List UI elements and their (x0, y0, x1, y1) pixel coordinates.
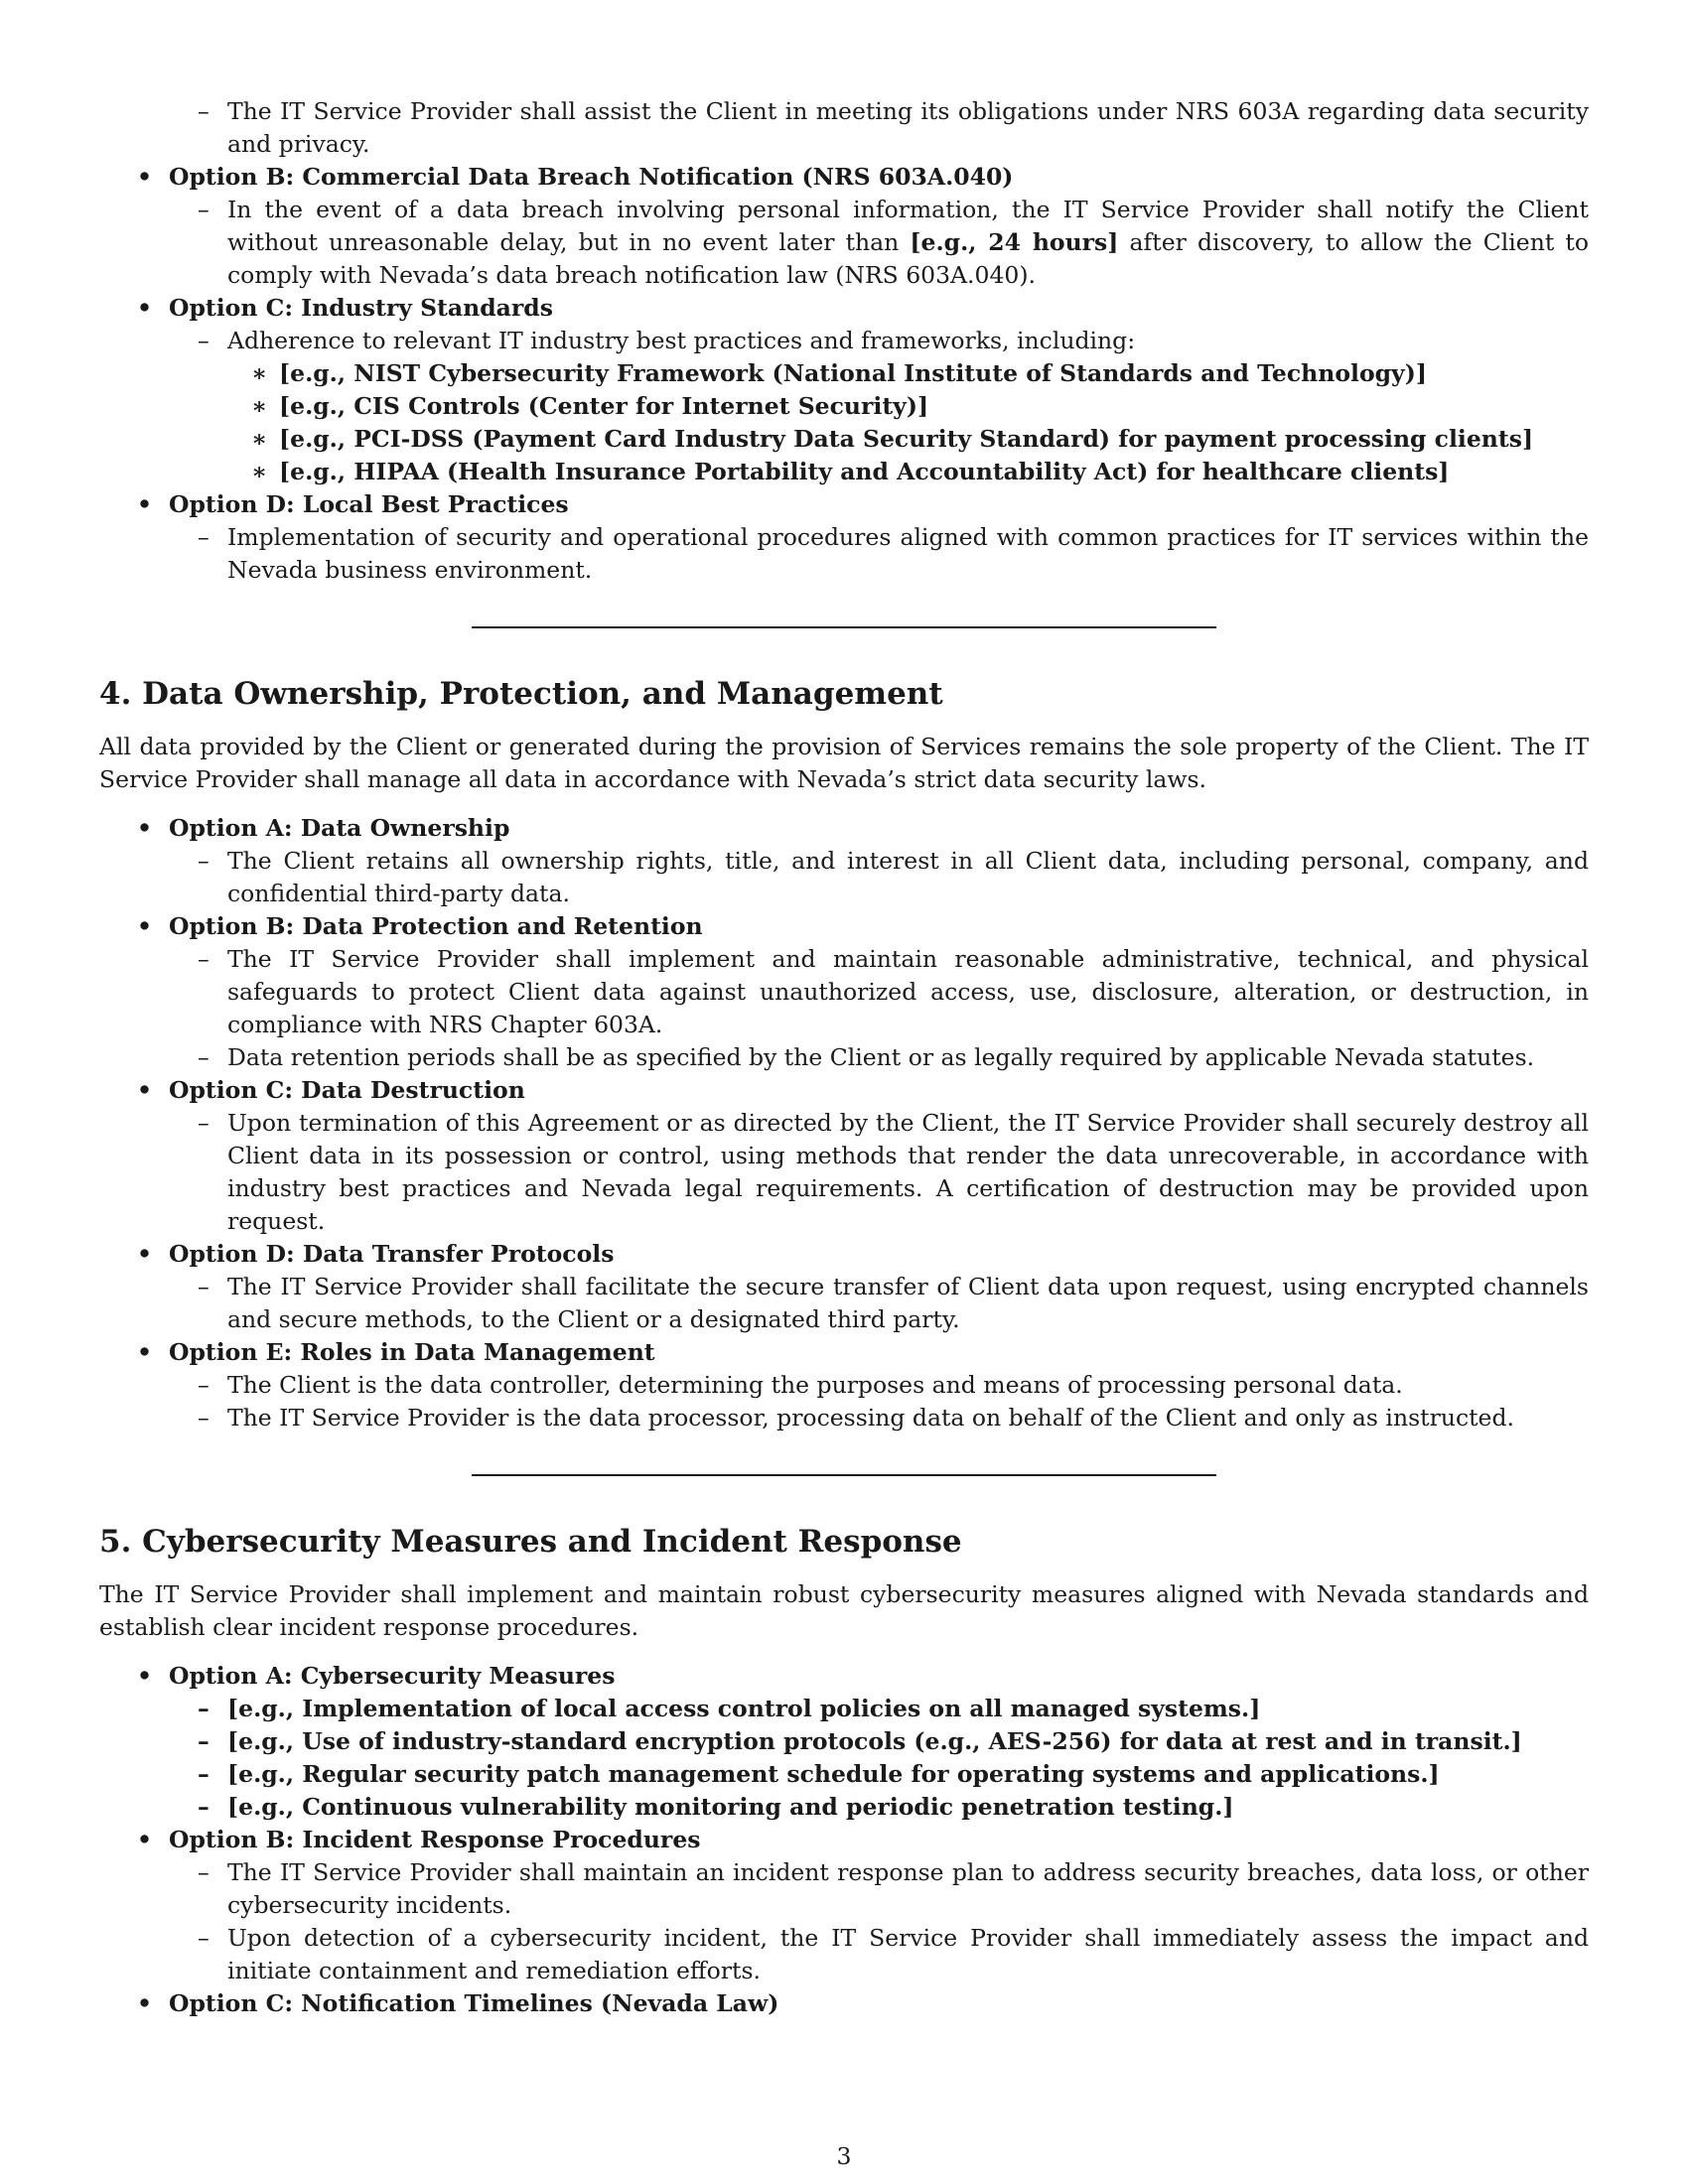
option-heading: • Option A: Cybersecurity Measures (99, 1660, 1589, 1693)
option-heading: • Option A: Data Ownership (99, 812, 1589, 845)
list-item: – [e.g., Use of industry-standard encryption protocols (e.g., AES-256) for data at rest and in transit.] (99, 1725, 1589, 1758)
option-heading: • Option C: Data Destruction (99, 1074, 1589, 1107)
list-item: – The IT Service Provider shall facilitate the secure transfer of Client data upon request, using encrypted channels and secure methods, to the Client or a designated third party. (99, 1271, 1589, 1336)
sub-list-item: ∗ [e.g., CIS Controls (Center for Internet Security)] (99, 390, 1589, 423)
option-heading: • Option B: Commercial Data Breach Notification (NRS 603A.040) (99, 161, 1589, 194)
text-run: after discovery, to allow the Client to comply with Nevada’s data breach notification law (NRS 603A.040). (227, 228, 1589, 289)
list-item: – Data retention periods shall be as specified by the Client or as legally required by applicable Nevada statutes. (99, 1041, 1589, 1074)
placeholder-text: [e.g., 24 hours] (910, 228, 1119, 256)
sub-list-item: ∗ [e.g., NIST Cybersecurity Framework (National Institute of Standards and Technology)] (99, 357, 1589, 390)
text-run: In the event of a data breach involving personal information, the IT Service Provider shall notify the Client without unreasonable delay, but in no event later than (227, 196, 1589, 256)
option-heading: • Option C: Notification Timelines (Nevada Law) (99, 1987, 1589, 2020)
page-number: 3 (836, 2142, 852, 2170)
list-item: – Implementation of security and operational procedures aligned with common practices for IT services within the Nevada business environment. (99, 521, 1589, 587)
list-item: – Upon termination of this Agreement or as directed by the Client, the IT Service Provider shall securely destroy all Client data in its possession or control, using methods that render the data unrecoverable, in accordance with industry best practices and Nevada legal requirements. A certification of destruction may be provided upon request. (99, 1107, 1589, 1238)
list-item: – [e.g., Regular security patch management schedule for operating systems and applications.] (99, 1758, 1589, 1791)
sub-list-item: ∗ [e.g., HIPAA (Health Insurance Portability and Accountability Act) for healthcare clients] (99, 456, 1589, 488)
section-intro: All data provided by the Client or generated during the provision of Services remains the sole property of the Client. The IT Service Provider shall manage all data in accordance with Nevada’s strict data security laws. (99, 733, 1589, 793)
list-item: – The IT Service Provider shall implement and maintain reasonable administrative, technical, and physical safeguards to protect Client data against unauthorized access, use, disclosure, alteration, or destruction, in compliance with NRS Chapter 603A. (99, 943, 1589, 1041)
option-heading: • Option E: Roles in Data Management (99, 1336, 1589, 1369)
option-heading: • Option D: Local Best Practices (99, 488, 1589, 521)
section-heading: 5. Cybersecurity Measures and Incident Response (99, 1524, 962, 1560)
list-item: – The IT Service Provider shall maintain an incident response plan to address security breaches, data loss, or other cybersecurity incidents. (99, 1856, 1589, 1922)
document-page (99, 95, 1589, 2020)
option-heading: • Option D: Data Transfer Protocols (99, 1238, 1589, 1271)
option-heading: • Option C: Industry Standards (99, 292, 1589, 325)
section-intro: The IT Service Provider shall implement and maintain robust cybersecurity measures aligned with Nevada standards and establish clear incident response procedures. (99, 1580, 1589, 1641)
option-heading: • Option B: Incident Response Procedures (99, 1824, 1589, 1856)
list-item: – Upon detection of a cybersecurity incident, the IT Service Provider shall immediately assess the impact and initiate containment and remediation efforts. (99, 1922, 1589, 1987)
option-heading: • Option B: Data Protection and Retention (99, 910, 1589, 943)
list-item: – Adherence to relevant IT industry best practices and frameworks, including: (99, 325, 1589, 357)
list-item: – The IT Service Provider shall assist the Client in meeting its obligations under NRS 603A regarding data security and privacy. (99, 95, 1589, 161)
list-item: – [e.g., Implementation of local access control policies on all managed systems.] (99, 1693, 1589, 1725)
list-item: – The Client is the data controller, determining the purposes and means of processing personal data. (99, 1369, 1589, 1402)
list-item (99, 194, 1589, 292)
list-item: – [e.g., Continuous vulnerability monitoring and periodic penetration testing.] (99, 1791, 1589, 1824)
list-item: – The IT Service Provider is the data processor, processing data on behalf of the Client and only as instructed. (99, 1402, 1589, 1434)
sub-list-item: ∗ [e.g., PCI-DSS (Payment Card Industry Data Security Standard) for payment processing clients] (99, 423, 1589, 456)
list-item: – The Client retains all ownership rights, title, and interest in all Client data, including personal, company, and confidential third-party data. (99, 845, 1589, 910)
section-heading: 4. Data Ownership, Protection, and Management (99, 676, 943, 712)
